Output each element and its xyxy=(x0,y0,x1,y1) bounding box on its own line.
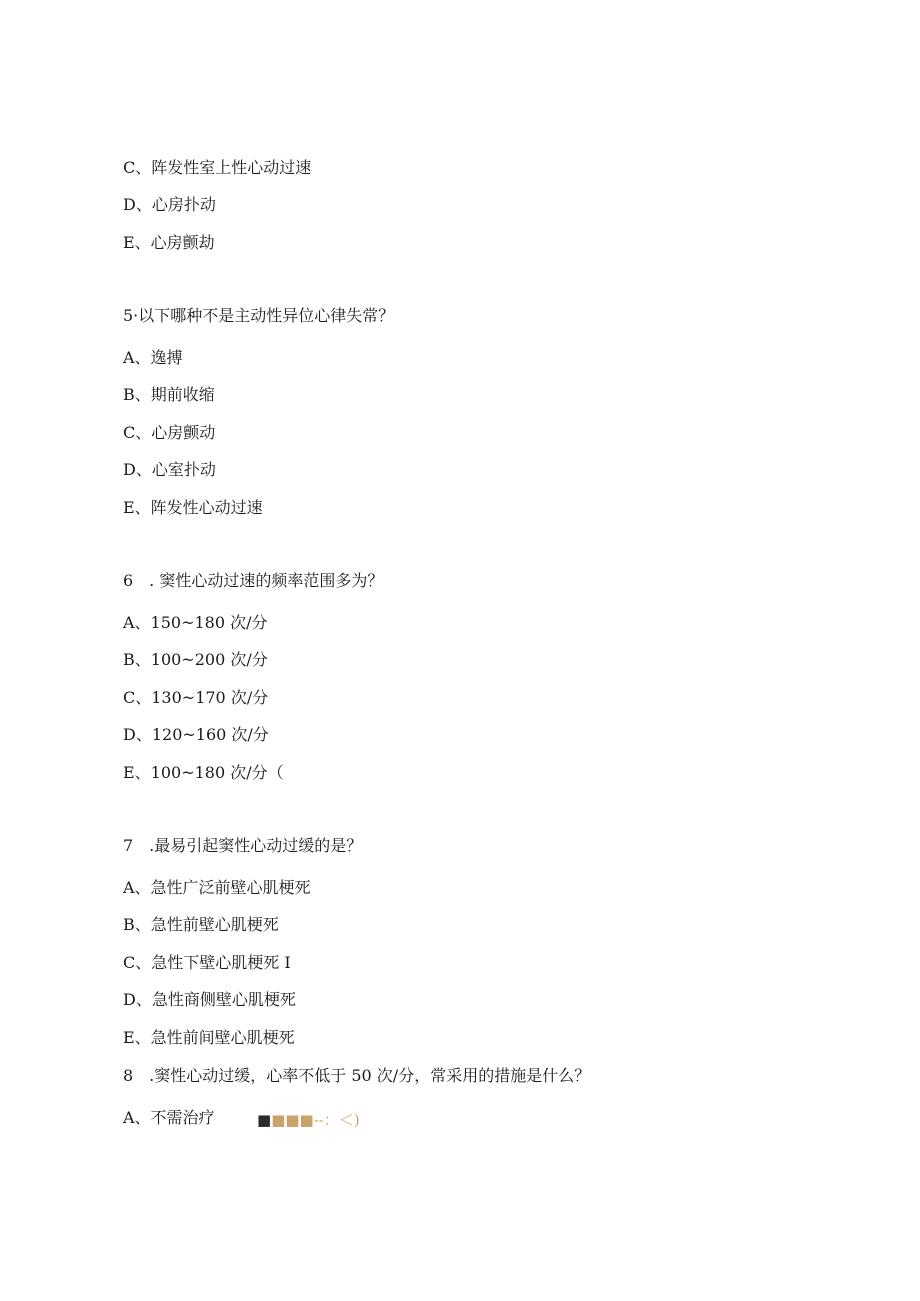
q7-option-e: E、急性前间壁心肌梗死 xyxy=(123,1028,295,1047)
watermark-stamp xyxy=(257,1110,360,1130)
q4-option-d: D、心房扑动 xyxy=(123,195,216,214)
q6-option-d: D、120~160 次/分 xyxy=(123,725,269,744)
q8-question: 8 .窦性心动过缓，心率不低于 50 次/分，常采用的措施是什么？ xyxy=(123,1066,591,1085)
q5-option-d: D、心室扑动 xyxy=(123,460,216,479)
q5-option-b: B、期前收缩 xyxy=(123,385,215,404)
q8-option-a: A、不需治疗 xyxy=(123,1108,215,1127)
q7-option-b: B、急性前壁心肌梗死 xyxy=(123,915,279,934)
q7-option-a: A、急性广泛前壁心肌梗死 xyxy=(123,878,311,897)
q5-option-c: C、心房颤动 xyxy=(123,423,216,442)
q6-option-e: E、100~180 次/分（ xyxy=(123,763,284,782)
q5-question: 5·以下哪种不是主动性异位心律失常？ xyxy=(123,306,395,325)
watermark-dark-mark: ■ xyxy=(257,1111,272,1129)
q6-option-b: B、100~200 次/分 xyxy=(123,650,268,669)
q7-option-d: D、急性商侧壁心肌梗死 xyxy=(123,990,296,1009)
q7-question: 7 .最易引起窦性心动过缓的是？ xyxy=(123,836,363,855)
q4-option-e: E、心房颤劫 xyxy=(123,233,215,252)
q5-option-e: E、阵发性心动过速 xyxy=(123,498,263,517)
q7-option-c: C、急性下壁心肌梗死 I xyxy=(123,953,291,972)
watermark-gold-mark: ■■■--：＜) xyxy=(271,1111,360,1129)
q6-question: 6 . 窦性心动过速的频率范围多为？ xyxy=(123,571,384,590)
q6-option-c: C、130~170 次/分 xyxy=(123,688,269,707)
q5-option-a: A、逸搏 xyxy=(123,348,183,367)
q6-option-a: A、150~180 次/分 xyxy=(123,613,268,632)
q4-option-c: C、阵发性室上性心动过速 xyxy=(123,158,312,177)
